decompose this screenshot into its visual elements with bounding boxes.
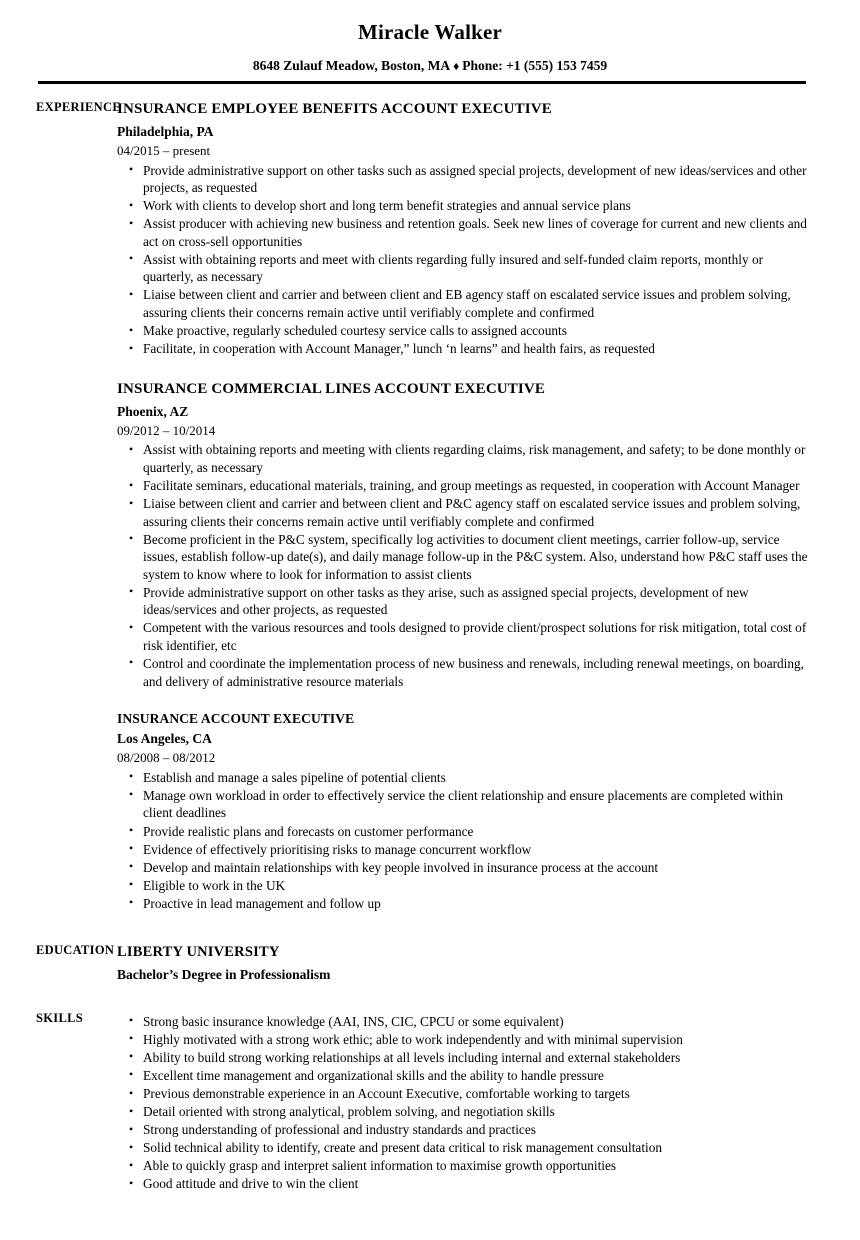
job-bullet: • Provide realistic plans and forecasts on customer performance <box>117 823 810 841</box>
job-bullet: • Facilitate, in cooperation with Account Manager,” lunch ‘n learns” and health fairs, as requested <box>117 340 810 358</box>
spacer <box>117 358 810 380</box>
job-bullet: • Become proficient in the P&C system, specifically log activities to document client meetings, carrier follow-up, service issues, establish follow-up date(s), and daily manage follow-up in the P&C system. Also, understand how P&C staff uses the system to know where to look for information to assist clients <box>117 531 810 584</box>
job-bullet-list <box>117 769 810 912</box>
job-title: INSURANCE ACCOUNT EXECUTIVE <box>117 710 355 726</box>
skill-bullet: • Solid technical ability to identify, create and present data critical to risk management consultation <box>117 1139 810 1157</box>
skill-bullet: • Highly motivated with a strong work ethic; able to work independently and with minimal supervision <box>117 1031 810 1049</box>
section-experience <box>0 100 860 912</box>
job-dates: 04/2015 – present <box>117 143 211 159</box>
skill-bullet: • Able to quickly grasp and interpret salient information to maximise growth opportunities <box>117 1157 810 1175</box>
job-bullet: • Work with clients to develop short and long term benefit strategies and annual service plans <box>117 197 810 215</box>
job-location: Los Angeles, CA <box>117 731 212 747</box>
job-location: Phoenix, AZ <box>117 403 189 419</box>
section-skills <box>0 1011 860 1193</box>
job-bullet: • Establish and manage a sales pipeline of potential clients <box>117 769 810 787</box>
job-bullet: • Facilitate seminars, educational materials, training, and group meetings as requested, in cooperation with Account Manager <box>117 477 810 495</box>
skill-bullet: • Strong understanding of professional and industry standards and practices <box>117 1121 810 1139</box>
spacer <box>117 691 810 710</box>
resume-header <box>0 0 860 84</box>
job-bullet: • Assist producer with achieving new business and retention goals. Seek new lines of coverage for current and new clients and act on cross-sell opportunities <box>117 215 810 250</box>
contact-line <box>0 58 860 74</box>
phone-text: Phone: +1 (555) 153 7459 <box>462 58 608 74</box>
skill-bullet: • Excellent time management and organizational skills and the ability to handle pressure <box>117 1067 810 1085</box>
section-label-experience: EXPERIENCE <box>36 100 121 115</box>
section-label-education: EDUCATION <box>36 942 115 957</box>
section-label-skills: SKILLS <box>36 1010 83 1025</box>
job-entry <box>117 100 810 357</box>
job-bullet: • Manage own workload in order to effectively service the client relationship and ensure placements are completed within client deadlines <box>117 787 810 822</box>
job-bullet: • Liaise between client and carrier and between client and P&C agency staff on escalated service issues and problem solving, assuring clients their concerns remain active until verifiably complete and confirmed <box>117 495 810 530</box>
job-dates: 08/2008 – 08/2012 <box>117 750 216 766</box>
job-location: Philadelphia, PA <box>117 123 214 139</box>
diamond-separator-icon: ♦ <box>453 59 460 74</box>
job-bullet: • Evidence of effectively prioritising risks to manage concurrent workflow <box>117 841 810 859</box>
spacer <box>0 984 860 1011</box>
job-bullet: • Assist with obtaining reports and meeting with clients regarding claims, risk management, and safety; to be done monthly or quarterly, as necessary <box>117 441 810 476</box>
skill-bullet: • Previous demonstrable experience in an Account Executive, comfortable working to targets <box>117 1085 810 1103</box>
job-bullet: • Make proactive, regularly scheduled courtesy service calls to assigned accounts <box>117 322 810 340</box>
experience-body <box>117 100 860 912</box>
job-bullet: • Assist with obtaining reports and meet with clients regarding fully insured and self-funded claim reports, monthly or quarterly, as necessary <box>117 251 810 286</box>
education-body <box>117 943 860 984</box>
job-title: INSURANCE COMMERCIAL LINES ACCOUNT EXECUTIVE <box>117 381 546 398</box>
job-entry <box>117 710 810 913</box>
job-title: INSURANCE EMPLOYEE BENEFITS ACCOUNT EXECUTIVE <box>117 101 552 118</box>
job-entry <box>117 380 810 690</box>
job-bullet: • Develop and maintain relationships with key people involved in insurance process at the account <box>117 859 810 877</box>
skill-bullet: • Good attitude and drive to win the client <box>117 1175 810 1193</box>
job-bullet: • Eligible to work in the UK <box>117 877 810 895</box>
job-dates: 09/2012 – 10/2014 <box>117 422 216 438</box>
job-bullet: • Liaise between client and carrier and between client and EB agency staff on escalated service issues and problem solving, assuring clients their concerns remain active until verifiably complete and confirmed <box>117 286 810 321</box>
skill-bullet: • Ability to build strong working relationships at all levels including internal and external stakeholders <box>117 1049 810 1067</box>
job-bullet: • Provide administrative support on other tasks such as assigned special projects, development of new ideas/services and other projects, as requested <box>117 162 810 197</box>
job-bullet: • Proactive in lead management and follow up <box>117 895 810 913</box>
job-bullet-list <box>117 441 810 690</box>
job-bullet: • Competent with the various resources and tools designed to provide client/prospect solutions for risk mitigation, total cost of risk identifier, etc <box>117 619 810 654</box>
spacer <box>0 913 860 943</box>
job-bullet: • Control and coordinate the implementation process of new business and renewals, including renewal meetings, on boarding, and delivery of administrative resource materials <box>117 655 810 690</box>
job-bullet: • Provide administrative support on other tasks as they arise, such as assigned special projects, development of new ideas/services and other projects, as requested <box>117 584 810 619</box>
degree-name: Bachelor’s Degree in Professionalism <box>117 966 331 982</box>
school-name: LIBERTY UNIVERSITY <box>117 943 280 960</box>
address-text: 8648 Zulauf Meadow, Boston, MA <box>252 58 451 74</box>
skill-bullet: • Detail oriented with strong analytical, problem solving, and negotiation skills <box>117 1103 810 1121</box>
skills-body <box>117 1011 860 1193</box>
candidate-name: Miracle Walker <box>357 20 503 44</box>
job-bullet-list <box>117 162 810 358</box>
skill-bullet: • Strong basic insurance knowledge (AAI, INS, CIC, CPCU or some equivalent) <box>117 1013 810 1031</box>
skills-bullet-list <box>117 1013 810 1193</box>
section-education <box>0 943 860 984</box>
header-divider <box>38 81 806 84</box>
